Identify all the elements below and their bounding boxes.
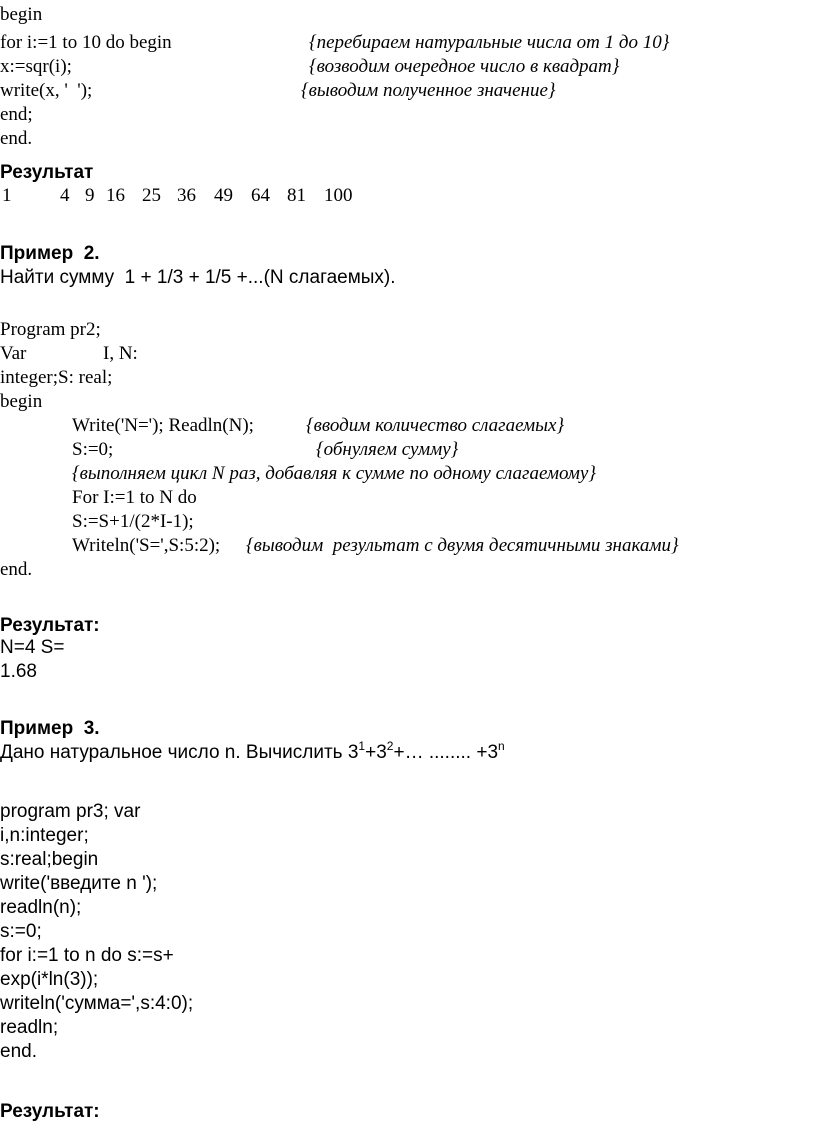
code-comment: {вводим количество слагаемых} — [306, 415, 565, 436]
code-comment: {выводим результат с двумя десятичными знаками} — [246, 535, 679, 556]
result-value: 9 — [85, 185, 95, 206]
code-line: S:=0; — [72, 439, 114, 460]
code-line: write('введите n '); — [0, 873, 158, 894]
result-text: N=4 S= — [0, 637, 65, 658]
result-value: 100 — [324, 185, 353, 206]
task-text: Найти сумму 1 + 1/3 + 1/5 +...(N слагаемых). — [0, 267, 396, 288]
code-comment: {выполняем цикл N раз, добавляя к сумме по одному слагаемому} — [72, 463, 596, 484]
result-value: 36 — [177, 185, 196, 206]
result-value: 1 — [2, 185, 12, 206]
code-line: For I:=1 to N do — [72, 487, 197, 508]
code-line: readln; — [0, 1017, 59, 1038]
code-line: I, N: — [103, 343, 138, 364]
code-line: end; — [0, 104, 33, 125]
code-line: for i:=1 to n do s:=s+ — [0, 945, 174, 966]
code-line: integer;S: real; — [0, 367, 113, 388]
code-line: readln(n); — [0, 897, 82, 918]
exponent: n — [498, 739, 505, 753]
exponent: 2 — [386, 739, 394, 753]
code-line: begin — [0, 391, 43, 412]
result-value: 64 — [251, 185, 270, 206]
result-value: 16 — [106, 185, 125, 206]
code-comment: {возводим очередное число в квадрат} — [309, 56, 620, 77]
code-line: s:=0; — [0, 921, 42, 942]
result-value: 25 — [142, 185, 161, 206]
result-value: 81 — [287, 185, 306, 206]
code-line: s:real;begin — [0, 849, 99, 870]
result-text: 1.68 — [0, 661, 37, 682]
code-line: Write('N='); Readln(N); — [72, 415, 254, 436]
code-line: exp(i*ln(3)); — [0, 969, 99, 990]
code-line: end. — [0, 559, 33, 580]
result-value: 4 — [60, 185, 70, 206]
code-line: end. — [0, 128, 33, 149]
code-line: x:=sqr(i); — [0, 56, 72, 77]
task-text: Дано натуральное число n. Вычислить $3^1+3^2+\dots$ ........ $+3^n$ — [0, 739, 505, 763]
code-comment: {перебираем натуральные числа от 1 до 10} — [309, 32, 670, 53]
result-label: Результат — [0, 162, 94, 183]
code-line: write(x, ' '); — [0, 80, 93, 101]
code-line: begin — [0, 4, 43, 25]
code-line: Program pr2; — [0, 319, 101, 340]
result-label: Результат: — [0, 615, 100, 636]
code-line: Var — [0, 343, 27, 364]
example-heading: Пример 3. — [0, 718, 100, 739]
code-line: S:=S+1/(2*I-1); — [72, 511, 194, 532]
code-line: end. — [0, 1041, 37, 1062]
result-value: 49 — [214, 185, 233, 206]
exponent: 1 — [358, 739, 366, 753]
code-line: for i:=1 to 10 do begin — [0, 32, 172, 53]
code-comment: {выводим полученное значение} — [301, 80, 556, 101]
result-label: Результат: — [0, 1101, 100, 1122]
code-line: writeln('сумма=',s:4:0); — [0, 993, 194, 1014]
code-line: i,n:integer; — [0, 825, 89, 846]
example-heading: Пример 2. — [0, 243, 100, 264]
code-line: program pr3; var — [0, 801, 141, 822]
code-line: Writeln('S=',S:5:2); — [72, 535, 221, 556]
code-comment: {обнуляем сумму} — [316, 439, 459, 460]
